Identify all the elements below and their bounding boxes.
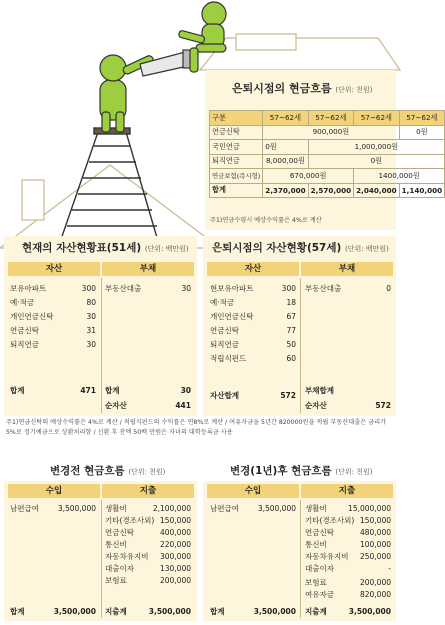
table-cell: 0원 — [308, 154, 444, 169]
right-chimney — [236, 34, 296, 50]
list-item — [305, 588, 391, 601]
assets-retire-title — [212, 240, 389, 255]
item-label: 순자산 — [105, 401, 127, 410]
item-value: 250,000 — [359, 552, 391, 561]
item-value: 2,100,000 — [152, 504, 191, 513]
table-cell: 2,370,000 — [263, 183, 308, 198]
item-value: 30 — [86, 312, 96, 321]
table-row — [210, 183, 445, 198]
item-label: 예·적금 — [210, 298, 235, 307]
item-label: 대출이자 — [105, 564, 134, 573]
assets-retire-divider — [300, 278, 301, 413]
header-cell: 57~62세 — [263, 111, 308, 126]
debt-total-row — [305, 384, 391, 397]
item-label: 대출이자 — [305, 564, 334, 573]
item-label: 개인연금신탁 — [10, 312, 54, 321]
table-row — [210, 169, 445, 184]
net-asset-row — [105, 399, 191, 412]
assets-now-unit: (단위: 백만원) — [144, 245, 189, 253]
item-label: 기타(경조사외) — [105, 516, 155, 525]
table-cell: 670,000원 — [263, 169, 354, 184]
cashflow-after-title — [230, 463, 372, 478]
net-asset-row — [305, 399, 391, 412]
cashflow-after-title-text: 변경(1년)후 현금흐름 — [230, 465, 332, 477]
item-value: 50 — [286, 340, 296, 349]
item-value: 30 — [181, 284, 191, 293]
table-cell: 1,000,000원 — [308, 140, 444, 155]
item-value: 3,500,000 — [348, 607, 391, 616]
item-value: 31 — [86, 326, 96, 335]
item-value: 0 — [386, 284, 391, 293]
cashflow-before-col-in: 수입 — [8, 484, 100, 498]
row-label: 퇴직연금 — [210, 154, 263, 169]
item-label: 퇴직연금 — [10, 340, 39, 349]
item-label: 합계 — [210, 607, 225, 616]
item-value: 471 — [80, 386, 96, 395]
asset-total-row — [10, 384, 96, 397]
cashflow-before-unit: (단위: 천원) — [128, 468, 166, 476]
list-item — [210, 296, 296, 309]
cashflow-before-col-out: 지출 — [102, 484, 194, 498]
item-label: 보험료 — [105, 576, 127, 585]
item-value: 3,500,000 — [53, 607, 96, 616]
item-value: 3,500,000 — [253, 607, 296, 616]
item-label: 자산합계 — [210, 391, 239, 400]
item-value: 300,000 — [159, 552, 191, 561]
list-item — [105, 574, 191, 587]
item-value: 820,000 — [359, 590, 391, 599]
list-item — [10, 324, 96, 337]
left-chimney — [22, 180, 44, 220]
row-label: 연금보험(즉시형) — [210, 169, 263, 184]
item-value: 200,000 — [159, 576, 191, 585]
header-cell: 57~62세 — [354, 111, 399, 126]
list-item — [210, 338, 296, 351]
list-item — [210, 310, 296, 323]
cashflow-after-divider — [300, 500, 301, 618]
table-header-row — [210, 111, 445, 126]
item-label: 지출계 — [105, 607, 127, 616]
assets-now-col-asset: 자산 — [8, 262, 100, 276]
item-value: 18 — [286, 298, 296, 307]
assets-retire-col-debt: 부채 — [301, 262, 393, 276]
assets-note: 주1)연금신탁의 예상수익률은 4%로 계산 / 적립식펀드의 수익률은 연8%로 계산 / 여유자금을 5년간 820000원을 적립 부동산대출은 금리가 5%로 정기예금으로 상환처리함 / 신환 후 잔액 50백 만원은 자녀의 대학등록금 사용 — [6, 419, 387, 436]
item-value: 80 — [86, 298, 96, 307]
retire-cashflow-note: 주1)연금수령시 예상수익률은 4%로 계산 — [210, 217, 322, 224]
row-label: 합계 — [210, 183, 263, 198]
cashflow-after-col-in: 수입 — [207, 484, 299, 498]
row-label: 연금신탁 — [210, 125, 263, 140]
item-value: 30 — [180, 386, 191, 395]
assets-retire-title-text: 은퇴시점의 자산현황(57세) — [212, 242, 342, 254]
item-label: 합계 — [105, 386, 120, 395]
item-value: 30 — [86, 340, 96, 349]
item-value: 572 — [375, 401, 391, 410]
item-label: 통신비 — [305, 540, 327, 549]
item-value: 15,000,000 — [348, 504, 391, 513]
item-label: 보유아파트 — [10, 284, 47, 293]
asset-total-row — [210, 389, 296, 402]
item-value: 150,000 — [359, 516, 391, 525]
item-label: 통신비 — [105, 540, 127, 549]
cashflow-after-unit: (단위: 천원) — [335, 468, 373, 476]
assets-now-title-text: 현재의 자산현황표(51세) — [22, 242, 142, 254]
item-label: 부동산대출 — [105, 284, 142, 293]
row-label: 국민연금 — [210, 140, 263, 155]
item-value: 220,000 — [159, 540, 191, 549]
item-label: 현보유아파트 — [210, 284, 254, 293]
table-cell: 1,140,000 — [399, 183, 444, 198]
item-label: 연금신탁 — [10, 326, 39, 335]
item-label: 합계 — [10, 386, 25, 395]
item-label: 남편급여 — [210, 504, 239, 513]
item-value: 150,000 — [159, 516, 191, 525]
item-label: 퇴직연금 — [210, 340, 239, 349]
list-item — [210, 282, 296, 295]
item-label: 연금신탁 — [105, 528, 134, 537]
item-label: 순자산 — [305, 401, 327, 410]
assets-now-title — [22, 240, 189, 255]
item-value: 400,000 — [159, 528, 191, 537]
table-row — [210, 125, 445, 140]
assets-now-divider — [101, 278, 102, 413]
item-label: 기타(경조사외) — [305, 516, 355, 525]
item-label: 생활비 — [305, 504, 327, 513]
item-value: 100,000 — [359, 540, 391, 549]
item-value: - — [388, 564, 391, 573]
retire-cashflow-unit: (단위: 천원) — [335, 86, 373, 94]
list-item — [305, 562, 391, 575]
item-label: 자동차유지비 — [305, 552, 349, 561]
assets-retire-col-asset: 자산 — [207, 262, 299, 276]
list-item — [10, 310, 96, 323]
cashflow-before-title-text: 변경전 현금흐름 — [50, 465, 125, 477]
item-label: 보험료 — [305, 578, 327, 587]
item-value: 572 — [280, 391, 296, 400]
item-label: 생활비 — [105, 504, 127, 513]
list-item — [305, 282, 391, 295]
item-value: 130,000 — [159, 564, 191, 573]
income-total-row — [210, 605, 296, 618]
income-total-row — [10, 605, 96, 618]
item-value: 77 — [286, 326, 296, 335]
item-value: 300 — [281, 284, 296, 293]
item-label: 여유자금 — [305, 590, 334, 599]
item-label: 부동산대출 — [305, 284, 342, 293]
table-cell: 8,000,00원 — [263, 154, 308, 169]
assets-now-col-debt: 부채 — [102, 262, 194, 276]
debt-total-row — [105, 384, 191, 397]
list-item — [10, 296, 96, 309]
expense-total-row — [305, 605, 391, 618]
item-label: 개인연금신탁 — [210, 312, 254, 321]
table-cell: 0원 — [263, 140, 308, 155]
cashflow-before-title — [50, 463, 165, 478]
item-label: 합계 — [10, 607, 25, 616]
header-cell: 구분 — [210, 111, 263, 126]
item-value: 60 — [286, 354, 296, 363]
table-cell: 2,040,000 — [354, 183, 399, 198]
item-label: 적립식펀드 — [210, 354, 247, 363]
retire-cashflow-title-text: 은퇴시점의 현금흐름 — [232, 82, 332, 95]
item-value: 200,000 — [359, 578, 391, 587]
list-item — [210, 352, 296, 365]
table-cell: 2,570,000 — [308, 183, 353, 198]
telescope-icon — [140, 50, 191, 76]
list-item — [10, 338, 96, 351]
table-cell: 900,000원 — [263, 125, 399, 140]
table-cell: 0원 — [399, 125, 444, 140]
item-label: 연금신탁 — [305, 528, 334, 537]
item-value: 480,000 — [359, 528, 391, 537]
list-item — [210, 324, 296, 337]
retire-cashflow-table — [209, 110, 445, 198]
item-label: 지출계 — [305, 607, 327, 616]
list-item — [210, 502, 296, 515]
table-cell: 1400,000원 — [354, 169, 445, 184]
item-value: 67 — [286, 312, 296, 321]
item-label: 연금신탁 — [210, 326, 239, 335]
item-label: 자동차유지비 — [105, 552, 149, 561]
list-item — [10, 502, 96, 515]
item-value: 3,500,000 — [148, 607, 191, 616]
item-label: 예·적금 — [10, 298, 35, 307]
header-cell: 57~62세 — [399, 111, 444, 126]
item-value: 3,500,000 — [57, 504, 96, 513]
retire-cashflow-title — [232, 80, 372, 96]
item-value: 3,500,000 — [257, 504, 296, 513]
item-label: 부채합계 — [305, 386, 334, 395]
item-label: 남편급여 — [10, 504, 39, 513]
item-value: 441 — [175, 401, 191, 410]
table-row — [210, 140, 445, 155]
cashflow-after-col-out: 지출 — [301, 484, 393, 498]
assets-retire-unit: (단위: 백만원) — [344, 245, 389, 253]
cashflow-before-divider — [101, 500, 102, 618]
list-item — [10, 282, 96, 295]
table-row — [210, 154, 445, 169]
list-item — [105, 282, 191, 295]
header-cell: 57~62세 — [308, 111, 353, 126]
item-value: 300 — [81, 284, 96, 293]
right-house-roof — [200, 38, 400, 70]
expense-total-row — [105, 605, 191, 618]
